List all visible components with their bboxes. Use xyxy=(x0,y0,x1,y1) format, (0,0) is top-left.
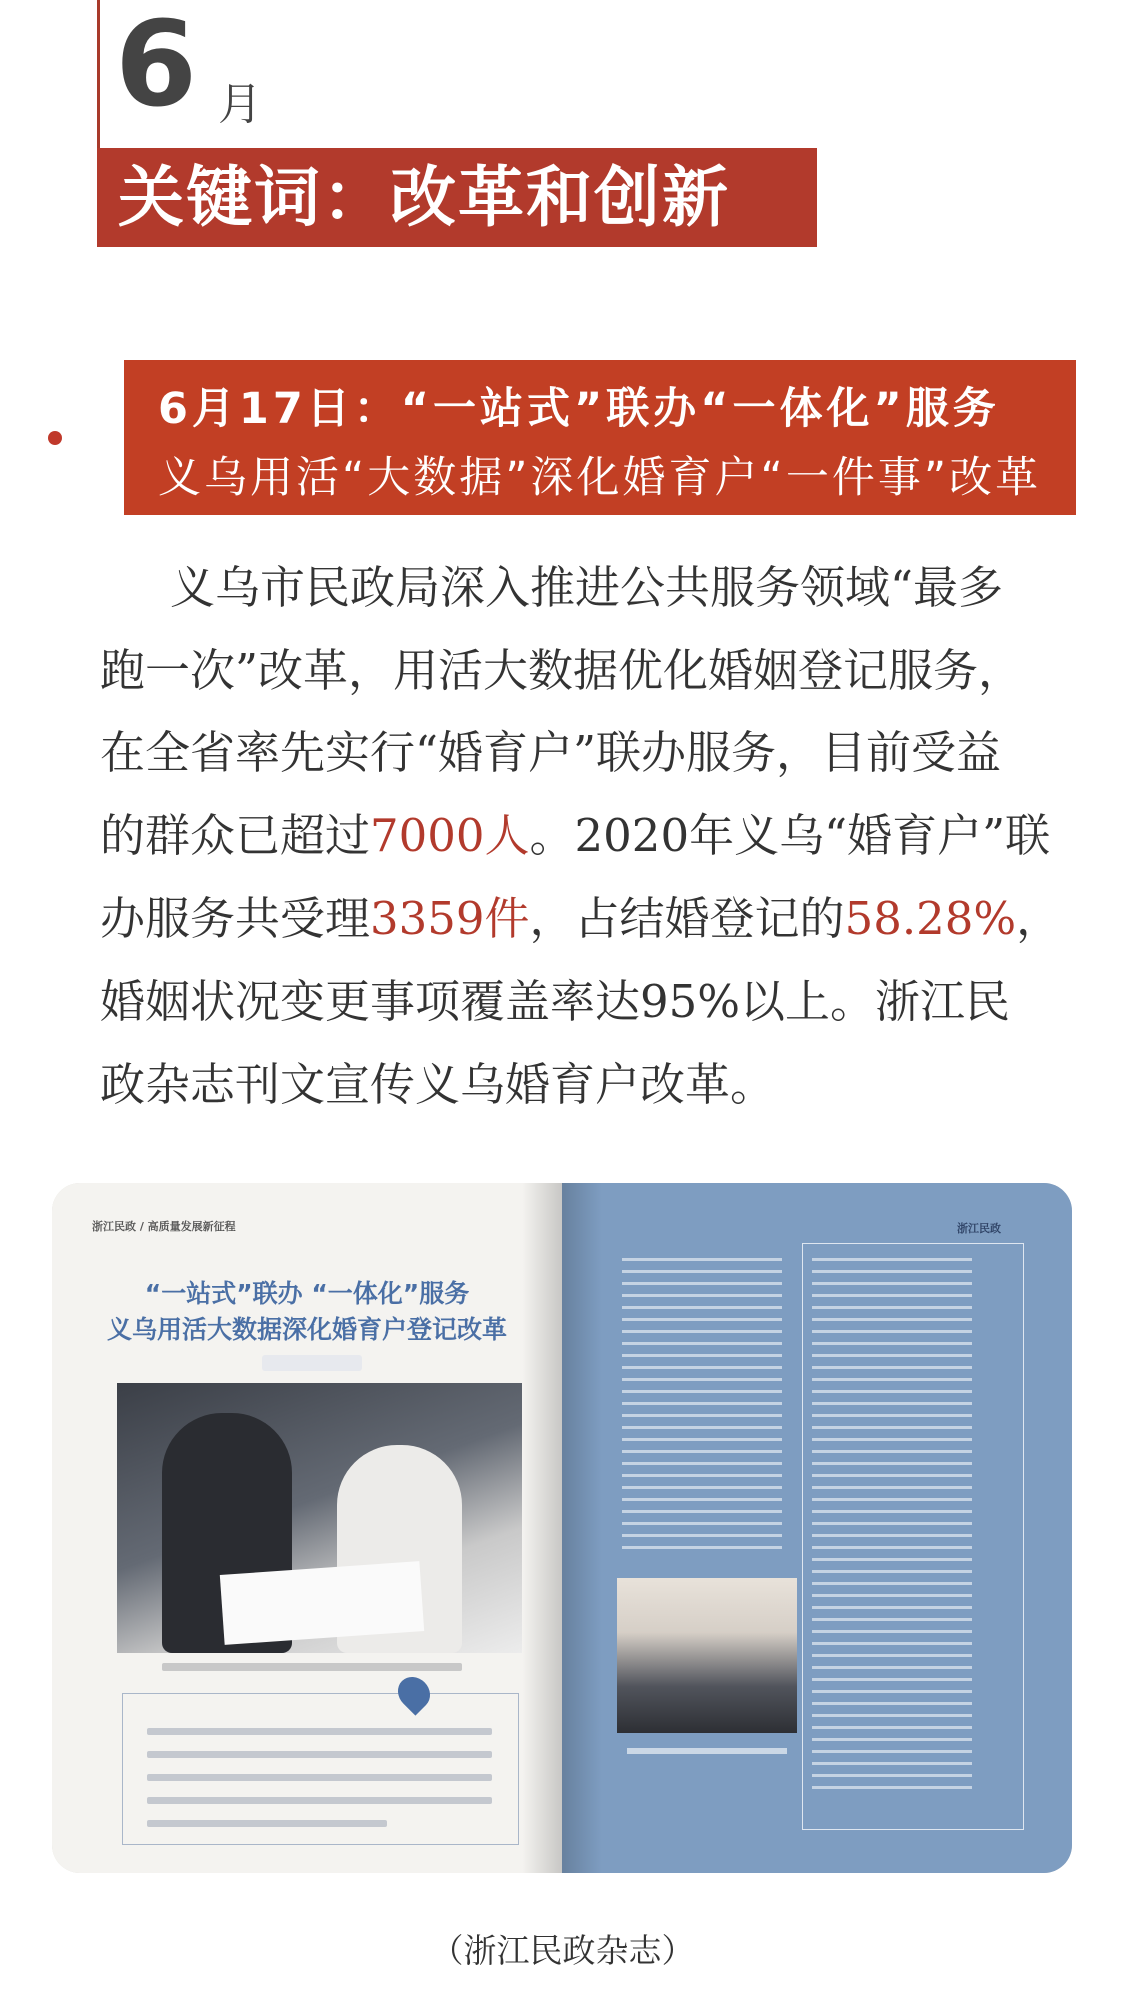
paragraph-line xyxy=(100,809,1051,862)
event-title-line2: 义乌用活“大数据”深化婚育户“一件事”改革 xyxy=(158,453,1042,503)
paragraph-line: 在全省率先实行“婚育户”联办服务，目前受益 xyxy=(100,726,1002,779)
image-caption: （浙江民政杂志） xyxy=(430,1931,695,1970)
text-segment: 。2020年义乌“婚育户”联 xyxy=(529,809,1051,862)
paragraph-line: 义乌市民政局深入推进公共服务领域“最多 xyxy=(170,561,1004,614)
quote-text-line xyxy=(147,1797,492,1804)
paragraph-line: 跑一次”改革，用活大数据优化婚姻登记服务， xyxy=(100,644,1024,697)
magazine-office-caption xyxy=(627,1748,787,1754)
quote-text-line xyxy=(147,1774,492,1781)
bullet-dot xyxy=(48,431,62,445)
magazine-spread-photo xyxy=(52,1183,1072,1873)
magazine-right-header: 浙江民政 xyxy=(957,1222,1001,1235)
magazine-article-title-line2: 义乌用活大数据深化婚育户登记改革 xyxy=(106,1315,507,1344)
keyword-title: 关键词：改革和创新 xyxy=(118,159,730,236)
magazine-author-tag xyxy=(262,1355,362,1371)
highlight-beneficiaries: 7000人 xyxy=(370,809,530,862)
month-unit: 月 xyxy=(218,79,262,130)
quote-text-line xyxy=(147,1728,492,1735)
month-number: 6 xyxy=(115,0,196,133)
magazine-office-photo xyxy=(617,1578,797,1733)
text-segment: 办服务共受理 xyxy=(100,892,371,945)
magazine-article-title-line1: “一站式”联办 “一体化”服务 xyxy=(144,1279,470,1308)
photo-document xyxy=(220,1561,424,1645)
highlight-percentage: 58.28% xyxy=(844,892,1017,945)
magazine-photo-caption xyxy=(162,1663,462,1671)
event-title-line1: 6月17日：“一站式”联办“一体化”服务 xyxy=(158,384,1000,434)
magazine-gutter xyxy=(522,1183,602,1873)
paragraph-line: 婚姻状况变更事项覆盖率达95%以上。浙江民 xyxy=(100,975,1011,1028)
text-segment: 的群众已超过 xyxy=(100,809,371,862)
text-segment: ， xyxy=(1016,892,1062,945)
magazine-text-column xyxy=(622,1258,782,1558)
quote-text-line xyxy=(147,1820,387,1827)
quote-text-line xyxy=(147,1751,492,1758)
highlight-cases: 3359件 xyxy=(370,892,530,945)
magazine-left-header: 浙江民政 / 高质量发展新征程 xyxy=(92,1220,236,1233)
text-segment: ，占结婚登记的 xyxy=(529,892,845,945)
paragraph-line xyxy=(100,892,1062,945)
paragraph-line: 政杂志刊文宣传义乌婚育户改革。 xyxy=(100,1058,776,1111)
magazine-text-column xyxy=(812,1258,972,1798)
